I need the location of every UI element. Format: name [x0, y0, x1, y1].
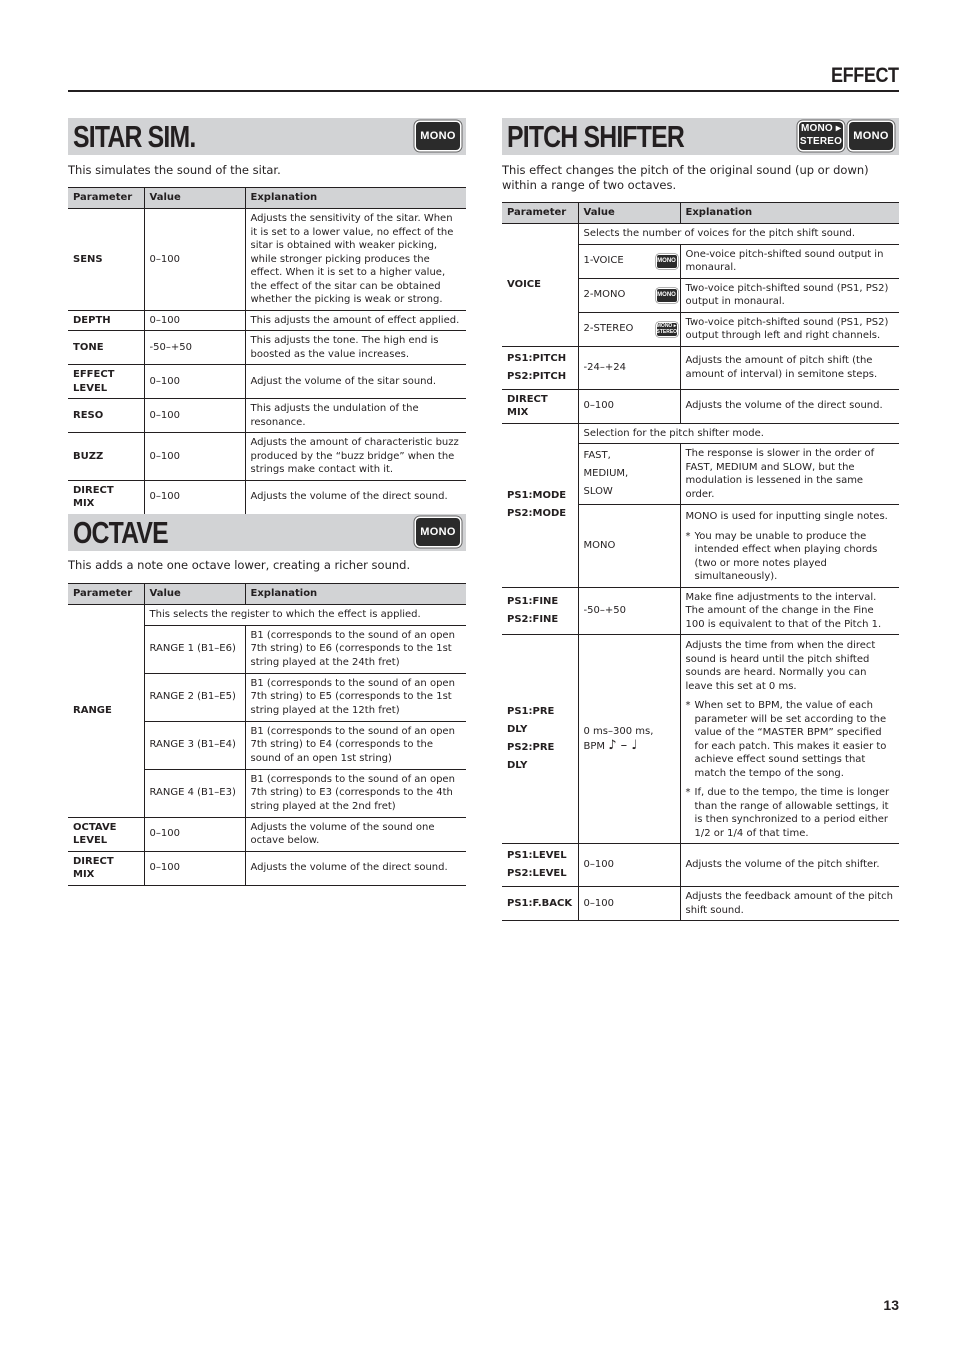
param-explanation: Adjusts the volume of the direct sound. — [245, 851, 466, 885]
param-value: MONO — [578, 505, 680, 588]
param-value: RANGE 1 (B1–E6) — [144, 625, 245, 673]
col-header-value: Value — [578, 203, 680, 224]
param-name-ps2: PS2:PITCH — [507, 370, 567, 382]
param-span-text: Selection for the pitch shifter mode. — [578, 423, 899, 444]
param-value: -50–+50 — [578, 587, 680, 635]
param-name — [502, 587, 578, 635]
param-explanation: Two-voice pitch-shifted sound (PS1, PS2) output in monaural. — [680, 278, 899, 312]
param-value: 0–100 — [144, 365, 245, 399]
sitar-title-bar — [68, 118, 466, 155]
col-header-explanation: Explanation — [245, 584, 466, 605]
param-name: EFFECT LEVEL — [68, 365, 144, 399]
note-range-icon: ♪ – ♩ — [608, 737, 638, 753]
param-explanation: Adjusts the sensitivity of the sitar. When it is set to a lower value, no effect of the sitar is obtained with weaker picking, while stronger picking produces the effect. When it is set to a higher value, the effect of the sitar can be obtained whether the picking is weak or strong. — [245, 209, 466, 311]
table-row — [68, 817, 466, 851]
param-explanation: Adjusts the volume of the direct sound. — [245, 480, 466, 514]
param-value: 0–100 — [578, 887, 680, 921]
param-value: RANGE 4 (B1–E3) — [144, 769, 245, 817]
badge-mono-arrow: MONO ▸ — [800, 123, 842, 134]
param-span-text: Selects the number of voices for the pitch shift sound. — [578, 224, 899, 245]
col-header-parameter: Parameter — [68, 584, 144, 605]
param-explanation: B1 (corresponds to the sound of an open 7th string) to E4 (corresponds to the sound of an open 1st string) — [245, 721, 466, 769]
mode-option-fast: FAST, — [583, 450, 611, 461]
param-value — [578, 244, 680, 278]
table-row — [68, 365, 466, 399]
table-row — [502, 224, 899, 245]
param-value: 0–100 — [144, 209, 245, 311]
table-row — [68, 433, 466, 481]
predly-bpm — [584, 739, 675, 754]
param-explanation: Adjusts the amount of characteristic buzz produced by the “buzz bridge” when the strings make contact with it. — [245, 433, 466, 481]
mono-badge: MONO — [849, 122, 893, 150]
param-name: TONE — [68, 331, 144, 365]
param-explanation: Adjusts the volume of the pitch shifter. — [680, 844, 899, 887]
param-value — [578, 312, 680, 346]
voice-option-label: 1-VOICE — [583, 255, 624, 267]
param-value: 0–100 — [144, 480, 245, 514]
param-name: DIRECT MIX — [68, 480, 144, 514]
param-explanation: Adjusts the feedback amount of the pitch shift sound. — [680, 887, 899, 921]
param-name: BUZZ — [68, 433, 144, 481]
param-name-ps1: PS1:PITCH — [507, 352, 567, 364]
param-explanation: B1 (corresponds to the sound of an open 7th string) to E3 (corresponds to the 4th string played at the 2nd fret) — [245, 769, 466, 817]
param-value: 0–100 — [144, 399, 245, 433]
explanation-text: MONO is used for inputting single notes. — [685, 511, 888, 522]
table-row — [68, 851, 466, 885]
param-value: RANGE 3 (B1–E4) — [144, 721, 245, 769]
param-explanation: This adjusts the tone. The high end is boosted as the value increases. — [245, 331, 466, 365]
param-value: -50–+50 — [144, 331, 245, 365]
table-row — [68, 209, 466, 311]
param-name: RESO — [68, 399, 144, 433]
table-row — [502, 423, 899, 444]
mono-badge: MONO — [416, 518, 460, 546]
param-name: DIRECT MIX — [68, 851, 144, 885]
sitar-description: This simulates the sound of the sitar. — [68, 163, 281, 177]
param-explanation: Adjust the volume of the sitar sound. — [245, 365, 466, 399]
voice-option-label: 2-STEREO — [583, 323, 634, 335]
pitch-title-bar — [502, 118, 899, 155]
table-row — [502, 887, 899, 921]
pitch-title: PITCH SHIFTER — [507, 119, 684, 154]
page-number: 13 — [883, 1297, 899, 1313]
param-name: DEPTH — [68, 310, 144, 331]
sitar-parameter-table — [68, 187, 466, 515]
page-header — [68, 62, 899, 92]
param-name — [502, 423, 578, 587]
param-name-ps2: PS2:MODE — [507, 508, 567, 519]
bpm-label: BPM — [583, 740, 606, 752]
table-header-row — [502, 203, 899, 224]
mode-option-slow: SLOW — [583, 486, 613, 497]
param-name-ps1: PS1:PRE DLY — [507, 706, 555, 735]
table-header-row — [68, 188, 466, 209]
param-value: 0–100 — [144, 851, 245, 885]
mono-badge: MONO — [416, 122, 460, 150]
table-row — [68, 605, 466, 626]
octave-title: OCTAVE — [73, 515, 168, 550]
param-name — [502, 635, 578, 844]
sitar-section — [68, 118, 466, 515]
badge-stereo: STEREO — [656, 329, 678, 335]
col-header-explanation: Explanation — [245, 188, 466, 209]
param-explanation — [680, 635, 899, 844]
param-value: 0–100 — [144, 817, 245, 851]
param-name — [502, 346, 578, 389]
param-value: 0–100 — [144, 310, 245, 331]
param-explanation: Adjusts the volume of the direct sound. — [680, 389, 899, 423]
param-value: RANGE 2 (B1–E5) — [144, 673, 245, 721]
param-name: DIRECT MIX — [502, 389, 578, 423]
param-explanation: Make fine adjustments to the interval. The amount of the change in the Fine 100 is equivalent to that of the Pitch 1. — [680, 587, 899, 635]
col-header-value: Value — [144, 584, 245, 605]
table-row — [68, 310, 466, 331]
pitch-shifter-section — [502, 118, 899, 921]
table-row — [502, 587, 899, 635]
col-header-value: Value — [144, 188, 245, 209]
table-row — [68, 399, 466, 433]
pitch-description: This effect changes the pitch of the original sound (up or down) within a range of two octaves. — [502, 163, 869, 192]
param-name-ps1: PS1:LEVEL — [507, 850, 567, 861]
param-value — [578, 278, 680, 312]
param-explanation — [680, 505, 899, 588]
table-row — [502, 346, 899, 389]
explanation-note: * When set to BPM, the value of each parameter will be set according to the value of the “MASTER BPM” specified for each patch. This makes it easier to achieve effect sound settings that match the tempo of the song. — [686, 699, 895, 780]
param-explanation: One-voice pitch-shifted sound output in monaural. — [680, 244, 899, 278]
predly-range: 0 ms–300 ms, — [583, 726, 654, 737]
param-explanation: Two-voice pitch-shifted sound (PS1, PS2) output through left and right channels. — [680, 312, 899, 346]
param-name-ps1: PS1:MODE — [507, 490, 567, 501]
param-name-ps2: PS2:FINE — [507, 613, 559, 625]
octave-section — [68, 514, 466, 886]
col-header-explanation: Explanation — [680, 203, 899, 224]
param-name-ps2: PS2:LEVEL — [507, 868, 567, 879]
table-row — [502, 635, 899, 844]
param-explanation: Adjusts the amount of pitch shift (the amount of interval) in semitone steps. — [680, 346, 899, 389]
table-header-row — [68, 584, 466, 605]
badge-mono-arrow: MONO ▸ — [656, 322, 677, 329]
param-name: SENS — [68, 209, 144, 311]
octave-title-bar — [68, 514, 466, 551]
param-value: 0–100 — [578, 389, 680, 423]
mono-badge-small: MONO — [657, 255, 677, 268]
param-explanation: This adjusts the amount of effect applied. — [245, 310, 466, 331]
table-row — [502, 389, 899, 423]
param-name: RANGE — [68, 605, 144, 818]
table-row — [68, 331, 466, 365]
param-explanation: Adjusts the volume of the sound one octave below. — [245, 817, 466, 851]
header-title: EFFECT — [831, 64, 899, 87]
param-value: 0–100 — [578, 844, 680, 887]
mode-option-medium: MEDIUM, — [583, 468, 629, 479]
param-explanation: B1 (corresponds to the sound of an open 7th string) to E6 (corresponds to the 1st string played at the 24th fret) — [245, 625, 466, 673]
table-row — [68, 480, 466, 514]
explanation-note: * You may be unable to produce the intended effect when playing chords (two or more notes played simultaneously). — [686, 530, 895, 584]
param-name-ps2: PS2:PRE DLY — [507, 742, 555, 771]
param-explanation: The response is slower in the order of FAST, MEDIUM and SLOW, but the modulation is lessened in the same order. — [680, 444, 899, 505]
param-name: OCTAVE LEVEL — [68, 817, 144, 851]
mono-badge-small: MONO — [657, 289, 677, 302]
voice-option-label: 2-MONO — [583, 289, 626, 301]
param-span-text: This selects the register to which the effect is applied. — [144, 605, 466, 626]
table-row — [502, 844, 899, 887]
sitar-title: SITAR SIM. — [73, 119, 196, 154]
param-explanation: This adjusts the undulation of the resonance. — [245, 399, 466, 433]
param-name — [502, 844, 578, 887]
octave-description: This adds a note one octave lower, creating a richer sound. — [68, 558, 411, 572]
explanation-note: * If, due to the tempo, the time is longer than the range of allowable settings, it is then synchronized to a period either 1/2 or 1/4 of that time. — [686, 786, 895, 840]
badge-stereo: STEREO — [799, 136, 843, 147]
col-header-parameter: Parameter — [68, 188, 144, 209]
param-explanation: B1 (corresponds to the sound of an open 7th string) to E5 (corresponds to the 1st string played at the 12th fret) — [245, 673, 466, 721]
param-name: PS1:F.BACK — [502, 887, 578, 921]
mono-stereo-badge-small — [657, 323, 677, 336]
col-header-parameter: Parameter — [502, 203, 578, 224]
octave-parameter-table — [68, 583, 466, 886]
mono-stereo-badge — [799, 122, 843, 150]
param-name-ps1: PS1:FINE — [507, 595, 559, 607]
param-value — [578, 444, 680, 505]
param-value: 0–100 — [144, 433, 245, 481]
explanation-text: Adjusts the time from when the direct sound is heard until the pitch shifted sounds are heard. Normally you can leave this set at 0 ms. — [685, 640, 876, 692]
param-value: -24–+24 — [578, 346, 680, 389]
param-name: VOICE — [502, 224, 578, 347]
pitch-parameter-table — [502, 202, 899, 921]
param-value — [578, 635, 680, 844]
